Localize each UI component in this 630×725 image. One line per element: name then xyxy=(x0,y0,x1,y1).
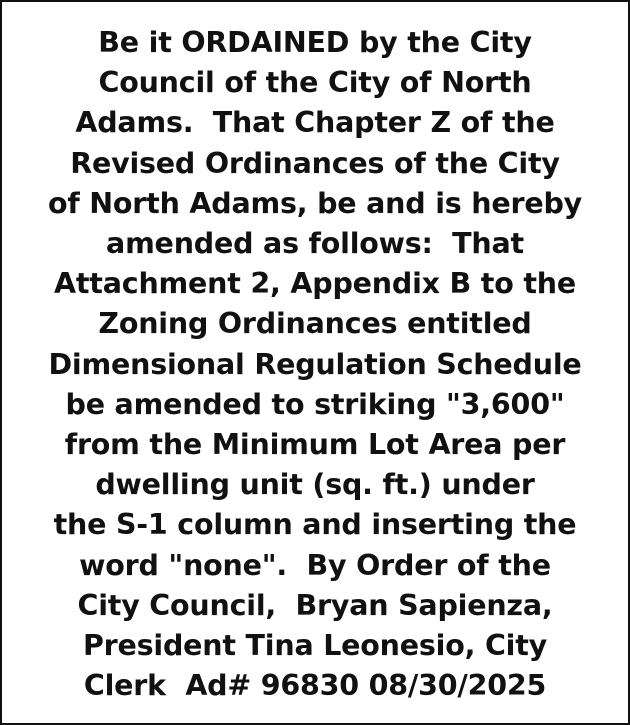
notice-line: Zoning Ordinances entitled xyxy=(98,307,532,341)
notice-line: City Council, Bryan Sapienza, xyxy=(77,588,553,622)
notice-line: word "none". By Order of the xyxy=(79,548,551,582)
notice-line: amended as follows: That xyxy=(106,227,524,261)
notice-line: Dimensional Regulation Schedule xyxy=(48,347,582,381)
notice-line: be amended to striking "3,600" xyxy=(65,387,565,421)
notice-line: from the Minimum Lot Area per xyxy=(64,428,566,462)
notice-line: Attachment 2, Appendix B to the xyxy=(54,267,576,301)
notice-line: Clerk Ad# 96830 08/30/2025 xyxy=(83,669,547,703)
notice-line: Be it ORDAINED by the City xyxy=(98,26,532,59)
notice-line: Council of the City of North xyxy=(98,66,532,100)
notice-line: the S-1 column and inserting the xyxy=(53,508,577,542)
notice-line: Revised Ordinances of the City xyxy=(70,146,560,180)
notice-line: Adams. That Chapter Z of the xyxy=(75,106,555,140)
notice-line: President Tina Leonesio, City xyxy=(82,629,548,663)
notice-line: of North Adams, be and is hereby xyxy=(47,186,583,220)
notice-text xyxy=(12,23,618,706)
notice-line: dwelling unit (sq. ft.) under xyxy=(95,468,535,502)
